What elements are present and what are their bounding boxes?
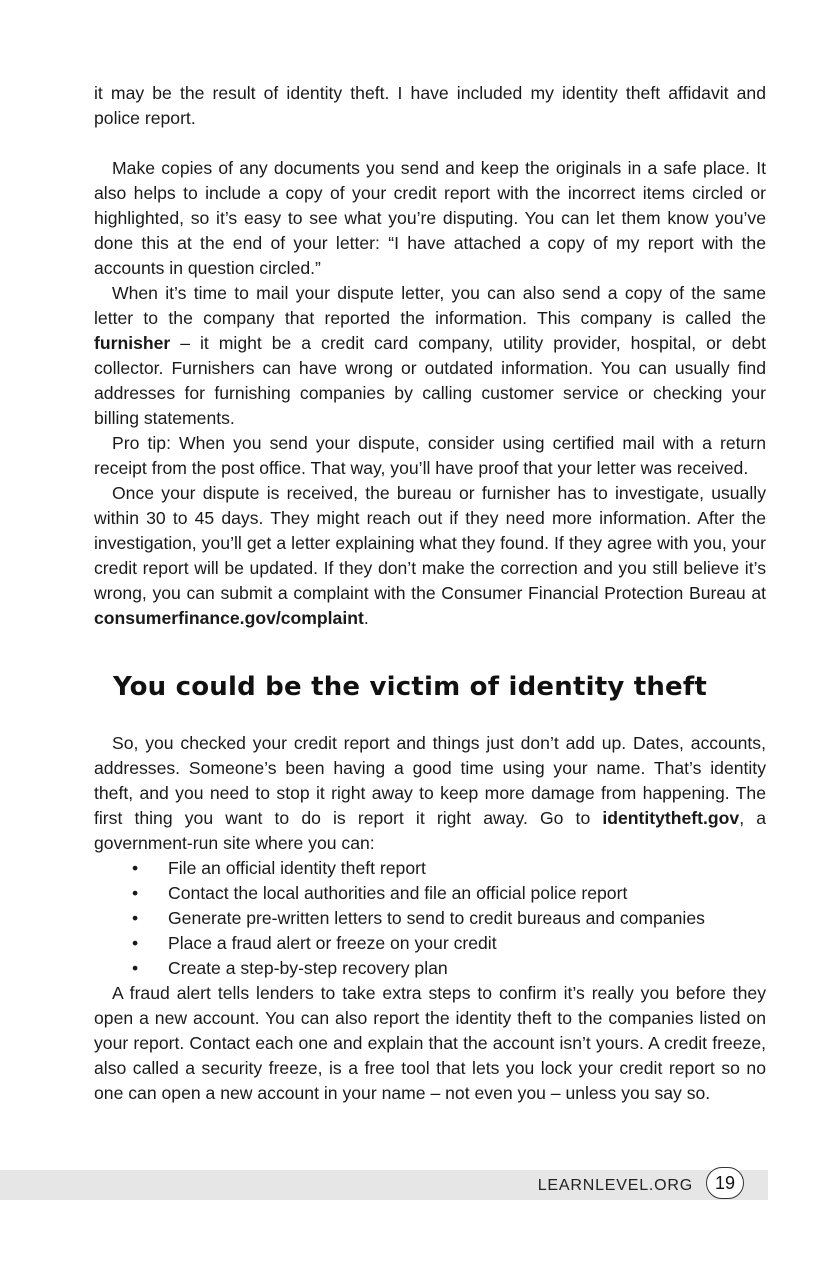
section-body: [94, 731, 766, 1106]
bullet-icon: •: [132, 933, 139, 953]
bullet-list: [94, 856, 766, 981]
paragraph: So, you checked your credit report and things just don’t add up. Dates, accounts, addresses. Someone’s been having a good time using your name. That’s identity theft, and you need to stop it right away to keep more damage from happening. The first thing you want to do is report it right away. Go to identitytheft.gov, a government-run site where you can:: [94, 733, 766, 853]
bullet-icon: •: [132, 908, 139, 928]
cfpb-complaint-link[interactable]: consumerfinance.gov/complaint: [94, 608, 364, 628]
section-heading: You could be the victim of identity theft: [112, 672, 708, 702]
bullet-icon: •: [132, 858, 139, 878]
list-item: • File an official identity theft report: [94, 856, 766, 881]
identitytheft-link[interactable]: identitytheft.gov: [602, 808, 740, 828]
body-text: [94, 81, 766, 631]
paragraph: When it’s time to mail your dispute letter, you can also send a copy of the same letter to the company that reported the information. This company is called the furnisher – it might be a credit card company, utility provider, hospital, or debt collector. Furnishers can have wrong or outdated information. You can usually find addresses for furnishing companies by calling customer service or checking your billing statements.: [94, 283, 766, 428]
paragraph: Pro tip: When you send your dispute, consider using certified mail with a return receipt from the post office. That way, you’ll have proof that your letter was received.: [94, 433, 766, 478]
paragraph: A fraud alert tells lenders to take extra steps to confirm it’s really you before they open a new account. You can also report the identity theft to the companies listed on your report. Contact each one and explain that the account isn’t yours. A credit freeze, also called a security freeze, is a free tool that lets you lock your credit report so no one can open a new account in your name – not even you – unless you say so.: [94, 983, 766, 1103]
paragraph: it may be the result of identity theft. I have included my identity theft affidavit and police report.: [94, 83, 766, 128]
paragraph: Once your dispute is received, the bureau or furnisher has to investigate, usually within 30 to 45 days. They might reach out if they need more information. After the investigation, you’ll get a letter explaining what they found. If they agree with you, your credit report will be updated. If they don’t make the correction and you still believe it’s wrong, you can submit a complaint with the Consumer Financial Protection Bureau at consumerfinance.gov/complaint.: [94, 483, 766, 628]
bullet-icon: •: [132, 883, 139, 903]
list-item: • Create a step-by-step recovery plan: [94, 956, 766, 981]
list-item: • Contact the local authorities and file an official police report: [94, 881, 766, 906]
bullet-icon: •: [132, 958, 139, 978]
footer-site-label: LEARNLEVEL.ORG: [537, 1177, 693, 1194]
list-item: • Generate pre-written letters to send to credit bureaus and companies: [94, 906, 766, 931]
list-item: • Place a fraud alert or freeze on your credit: [94, 931, 766, 956]
paragraph: Make copies of any documents you send and keep the originals in a safe place. It also helps to include a copy of your credit report with the incorrect items circled or highlighted, so it’s easy to see what you’re disputing. You can let them know you’ve done this at the end of your letter: “I have attached a copy of my report with the accounts in question circled.”: [94, 158, 766, 278]
page-number: 19: [706, 1167, 744, 1199]
furnisher-term: furnisher: [94, 333, 171, 353]
